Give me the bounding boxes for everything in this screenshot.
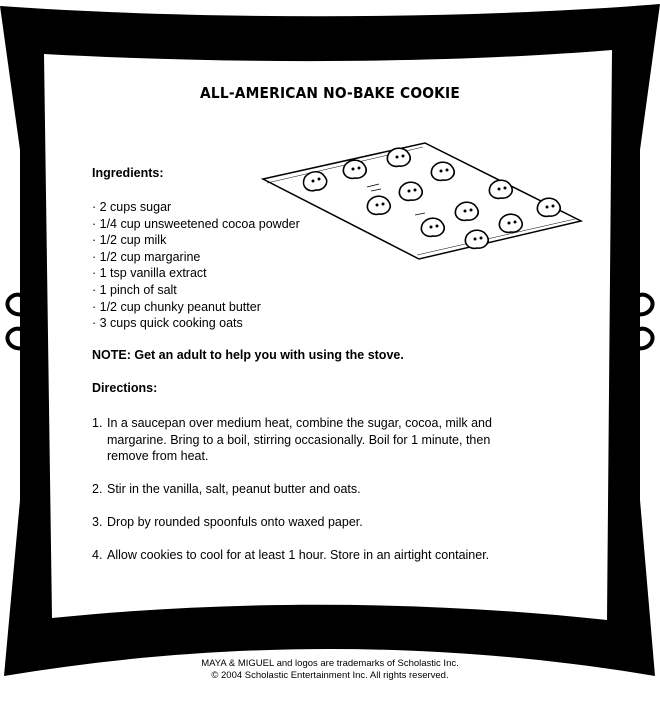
direction-step (92, 547, 512, 564)
safety-note: NOTE: Get an adult to help you with using the stove. (92, 348, 404, 362)
ingredient-item: · 1 pinch of salt (92, 282, 177, 297)
ingredients-list (92, 199, 300, 332)
step-text: Allow cookies to cool for at least 1 hour. Store in an airtight container. (107, 548, 490, 562)
ingredient-item: · 3 cups quick cooking oats (92, 316, 243, 331)
cookies-on-waxed-paper-icon (255, 135, 585, 265)
ingredient-item: · 1 tsp vanilla extract (92, 266, 207, 281)
ingredient-item: · 1/2 cup margarine (92, 249, 201, 264)
step-text: In a saucepan over medium heat, combine the sugar, cocoa, milk and margarine. Bring to a boil, stirring occasionally. Boil for 1 minute, then remove from heat. (107, 416, 492, 464)
step-text: Drop by rounded spoonfuls onto waxed paper. (107, 515, 363, 529)
trademark-line: MAYA & MIGUEL and logos are trademarks of Scholastic Inc. (201, 658, 459, 669)
recipe-title: ALL-AMERICAN NO-BAKE COOKIE (200, 84, 460, 102)
step-number: 1. (92, 416, 103, 430)
ingredient-item: · 2 cups sugar (92, 200, 172, 214)
direction-step (92, 514, 512, 531)
copyright-footer (0, 658, 660, 682)
copyright-line: © 2004 Scholastic Entertainment Inc. All rights reserved. (211, 670, 449, 681)
direction-step (92, 415, 512, 465)
ingredients-heading: Ingredients: (92, 166, 164, 180)
ingredient-item: · 1/4 cup unsweetened cocoa powder (92, 216, 300, 231)
step-number: 4. (92, 548, 103, 562)
step-number: 3. (92, 515, 103, 529)
directions-heading: Directions: (92, 381, 158, 395)
ingredient-item: · 1/2 cup chunky peanut butter (92, 299, 261, 314)
ingredient-item: · 1/2 cup milk (92, 233, 167, 248)
step-text: Stir in the vanilla, salt, peanut butter and oats. (107, 482, 361, 496)
step-number: 2. (92, 482, 103, 496)
direction-step (92, 481, 512, 498)
